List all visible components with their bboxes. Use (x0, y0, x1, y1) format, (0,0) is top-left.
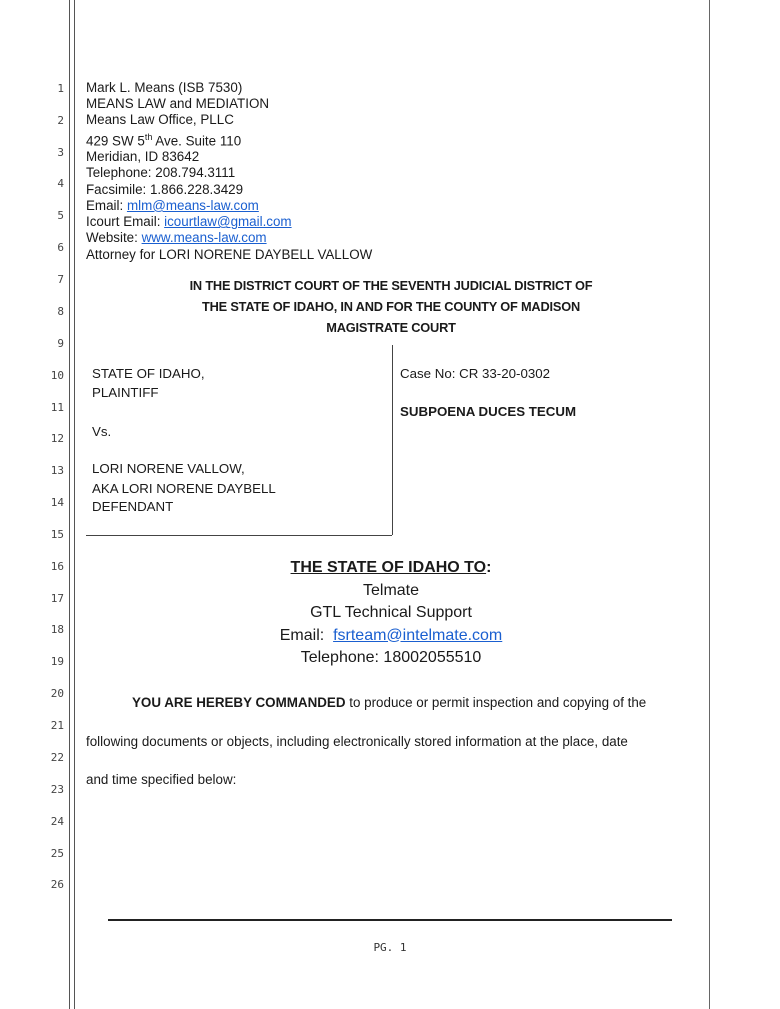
court-header-line: THE STATE OF IDAHO, IN AND FOR THE COUNTY OF MADISON (201, 299, 580, 314)
line-number: 12 (50, 432, 64, 445)
recipient-department: GTL Technical Support (310, 604, 472, 621)
line-number: 13 (50, 464, 64, 477)
line-number: 17 (50, 592, 64, 605)
line-number: 4 (57, 177, 64, 190)
left-margin-line-outer (69, 0, 70, 1009)
court-header-line: MAGISTRATE COURT (326, 320, 456, 335)
right-margin-line (709, 0, 710, 1009)
line-number: 11 (50, 401, 64, 414)
icourt-email-row (86, 214, 372, 230)
line-number: 16 (50, 560, 64, 573)
command-paragraph-line (86, 695, 686, 710)
recipient-telephone: Telephone: 18002055510 (300, 649, 482, 666)
line-number: 8 (57, 305, 64, 318)
court-header-line: IN THE DISTRICT COURT OF THE SEVENTH JUDICIAL DISTRICT OF (189, 278, 593, 293)
line-number: 18 (50, 623, 64, 636)
website-row (86, 230, 372, 246)
line-number: 1 (57, 82, 64, 95)
address-part: Ave. Suite 110 (152, 133, 242, 149)
line-number: 23 (50, 783, 64, 796)
caption-divider-horizontal (86, 535, 392, 536)
recipient-name: Telmate (362, 581, 420, 599)
icourt-email-link[interactable]: icourtlaw@gmail.com (164, 214, 292, 230)
line-number: 22 (50, 751, 64, 764)
firm-name: MEANS LAW and MEDIATION (86, 96, 270, 112)
website-link[interactable]: www.means-law.com (141, 230, 267, 246)
recipient-email-row (86, 625, 696, 648)
city-state-zip: Meridian, ID 83642 (86, 149, 200, 165)
line-number: 2 (57, 114, 64, 127)
line-number: 14 (50, 496, 64, 509)
command-paragraph-line: and time specified below: (86, 772, 237, 787)
court-header (86, 275, 696, 338)
website-label: Website: (86, 230, 142, 246)
line-number: 10 (50, 369, 64, 382)
street-address (86, 129, 372, 150)
line-number: 15 (50, 528, 64, 541)
recipient-title-row (86, 557, 696, 580)
line-number: 26 (50, 878, 64, 891)
line-number: 24 (50, 815, 64, 828)
email-row (86, 198, 372, 214)
telephone: Telephone: 208.794.3111 (86, 165, 236, 181)
plaintiff-name: STATE OF IDAHO, (92, 366, 205, 381)
command-rest: to produce or permit inspection and copying of the (345, 695, 647, 710)
line-number: 9 (57, 337, 64, 350)
recipient-title-suffix: : (486, 559, 492, 576)
caption-divider-vertical (392, 345, 393, 535)
line-number: 21 (50, 719, 64, 732)
versus: Vs. (92, 424, 112, 439)
command-paragraph-line: following documents or objects, including electronically stored information at the place, date (86, 734, 628, 749)
line-number: 6 (57, 241, 64, 254)
line-number: 19 (50, 655, 64, 668)
line-number: 7 (57, 273, 64, 286)
recipient-block (86, 557, 696, 670)
address-superscript: th (144, 131, 153, 142)
line-number: 25 (50, 847, 64, 860)
defendant-role: DEFENDANT (92, 499, 174, 514)
case-number: Case No: CR 33-20-0302 (400, 366, 551, 381)
plaintiff-role: PLAINTIFF (92, 385, 159, 400)
icourt-email-label: Icourt Email: (86, 214, 165, 230)
defendant-aka: AKA LORI NORENE DAYBELL (92, 481, 276, 496)
email-link[interactable]: mlm@means-law.com (126, 197, 259, 213)
footer-rule (108, 919, 672, 921)
recipient-email-link[interactable]: fsrteam@intelmate.com (333, 626, 503, 644)
recipient-title: THE STATE OF IDAHO TO (290, 559, 487, 576)
command-bold: YOU ARE HEREBY COMMANDED (132, 695, 346, 710)
facsimile: Facsimile: 1.866.228.3429 (86, 181, 244, 197)
attorney-name: Mark L. Means (ISB 7530) (86, 80, 243, 95)
document-title: SUBPOENA DUCES TECUM (400, 404, 577, 419)
defendant-name: LORI NORENE VALLOW, (92, 461, 245, 476)
recipient-email-label: Email: (279, 626, 334, 644)
email-label: Email: (86, 197, 127, 213)
address-part: 429 SW 5 (86, 133, 145, 149)
attorney-info (86, 80, 372, 263)
line-number: 20 (50, 687, 64, 700)
line-number: 3 (57, 146, 64, 159)
office-name: Means Law Office, PLLC (86, 112, 234, 128)
page-number: PG. 1 (373, 941, 407, 954)
left-margin-line-inner (74, 0, 75, 1009)
attorney-for: Attorney for LORI NORENE DAYBELL VALLOW (86, 246, 373, 262)
line-number: 5 (57, 209, 64, 222)
